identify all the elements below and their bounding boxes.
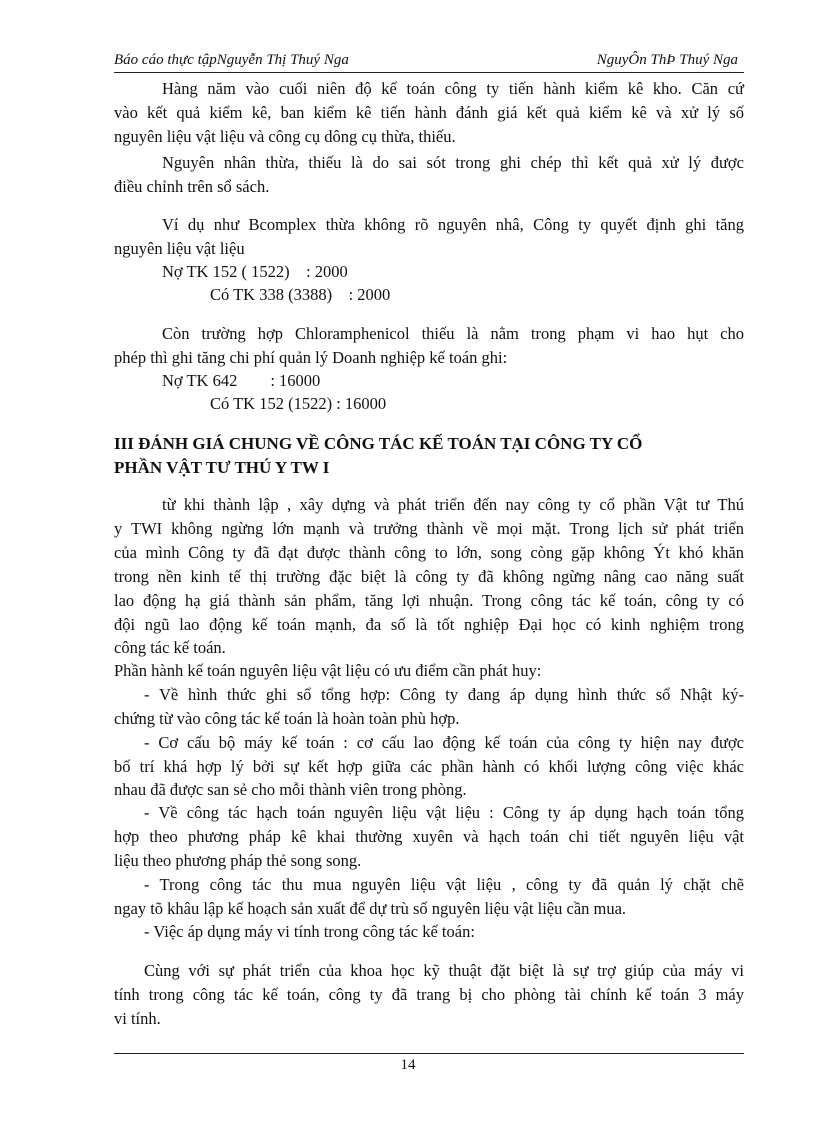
body-line: chứng từ vào công tác kế toán là hoàn toàn phù hợp. — [114, 709, 460, 728]
bullet-item: - Việc áp dụng máy vi tính trong công tác kế toán: — [144, 922, 475, 941]
body-line: hợp theo phương pháp kê khai thường xuyên và hạch toán chi tiết nguyên liệu vật — [114, 827, 744, 846]
body-line: của mình Công ty đã đạt được thành công to lớn, song còng gặp không Ýt khó khăn — [114, 543, 744, 562]
body-line: Cùng với sự phát triển của khoa học kỹ thuật đặt biệt là sự trợ giúp của máy vi — [144, 961, 744, 980]
body-line: điều chỉnh trên sổ sách. — [114, 177, 270, 196]
page-number: 14 — [400, 1057, 416, 1073]
journal-entry-credit: Có TK 152 (1522) : 16000 — [210, 394, 387, 413]
body-line: trong nền kinh tế thị trường đặc biệt là công ty đã không ngừng nâng cao năng suất — [114, 567, 744, 586]
section-heading: III ĐÁNH GIÁ CHUNG VỀ CÔNG TÁC KẾ TOÁN TẠI CÔNG TY CỔ — [114, 434, 643, 453]
header-left-text: Báo cáo thực tậpNguyễn Thị Thuý Nga — [114, 52, 349, 68]
body-line: Phần hành kế toán nguyên liệu vật liệu có ưu điểm cần phát huy: — [114, 661, 542, 680]
body-line: y TWI không ngừng lớn mạnh và trưởng thành về mọi mặt. Trong lịch sử phát triển — [114, 519, 744, 538]
bullet-item: - Cơ cấu bộ máy kế toán : cơ cấu lao động kế toán của công ty hiện nay được — [144, 733, 744, 752]
journal-entry-debit: Nợ TK 152 ( 1522) : 2000 — [162, 262, 348, 281]
body-line: nguyên liệu vật liệu — [114, 239, 245, 258]
body-line: đội ngũ lao động kế toán mạnh, đa số là tốt nghiệp Đại học có kinh nghiệm trong — [114, 615, 744, 634]
body-line: tính trong công tác kế toán, công ty đã trang bị cho phòng tài chính kế toán 3 máy — [114, 985, 744, 1004]
bullet-item: - Về công tác hạch toán nguyên liệu vật liệu : Công ty áp dụng hạch toán tổng — [144, 803, 744, 822]
body-line: Còn trường hợp Chloramphenicol thiếu là nằm trong phạm vi hao hụt cho — [162, 324, 744, 343]
header-right-text: NguyÔn ThÞ Thuý Nga — [596, 52, 738, 68]
journal-entry-credit: Có TK 338 (3388) : 2000 — [210, 285, 391, 304]
body-line: liệu theo phương pháp thẻ song song. — [114, 851, 362, 870]
body-line: nguyên liệu vật liệu và công cụ dông cụ thừa, thiếu. — [114, 127, 456, 146]
bullet-item: - Trong công tác thu mua nguyên liệu vật liệu , công ty đã quản lý chặt chẽ — [144, 875, 744, 894]
body-line: lao động hạ giá thành sản phẩm, tăng lợi nhuận. Trong công tác kế toán, công ty có — [114, 591, 744, 610]
journal-entry-debit: Nợ TK 642 : 16000 — [162, 371, 321, 390]
page-header — [114, 50, 744, 73]
footer-rule — [114, 1053, 744, 1054]
body-line: Ví dụ như Bcomplex thừa không rõ nguyên nhâ, Công ty quyết định ghi tăng — [162, 215, 744, 234]
body-line: Nguyên nhân thừa, thiếu là do sai sót trong ghi chép thì kết quả xử lý được — [162, 153, 744, 172]
body-line: bố trí khá hợp lý bởi sự kết hợp giữa các phần hành có khối lượng công việc khác — [114, 757, 744, 776]
body-line: vi tính. — [114, 1009, 161, 1028]
body-line: công tác kế toán. — [114, 638, 226, 657]
body-line: từ khi thành lập , xây dựng và phát triển đến nay công ty cổ phần Vật tư Thú — [162, 495, 744, 514]
body-line: phép thì ghi tăng chi phí quản lý Doanh nghiệp kế toán ghi: — [114, 348, 508, 367]
section-heading: PHẦN VẬT TƯ THÚ Y TW I — [114, 458, 330, 477]
body-line: Hàng năm vào cuối niên độ kế toán công ty tiến hành kiểm kê kho. Căn cứ — [162, 79, 744, 98]
body-line: vào kết quả kiểm kê, ban kiểm kê tiến hành đánh giá kết quả kiểm kê và xử lý số — [114, 103, 744, 122]
bullet-item: - Về hình thức ghi sổ tổng hợp: Công ty đang áp dụng hình thức sổ Nhật ký- — [144, 685, 744, 704]
body-line: ngay tõ khâu lập kế hoạch sản xuất để dự trù số nguyên liệu vật liệu cần mua. — [114, 899, 627, 918]
body-line: nhau đã được san sẻ cho mỗi thành viên trong phòng. — [114, 780, 467, 799]
